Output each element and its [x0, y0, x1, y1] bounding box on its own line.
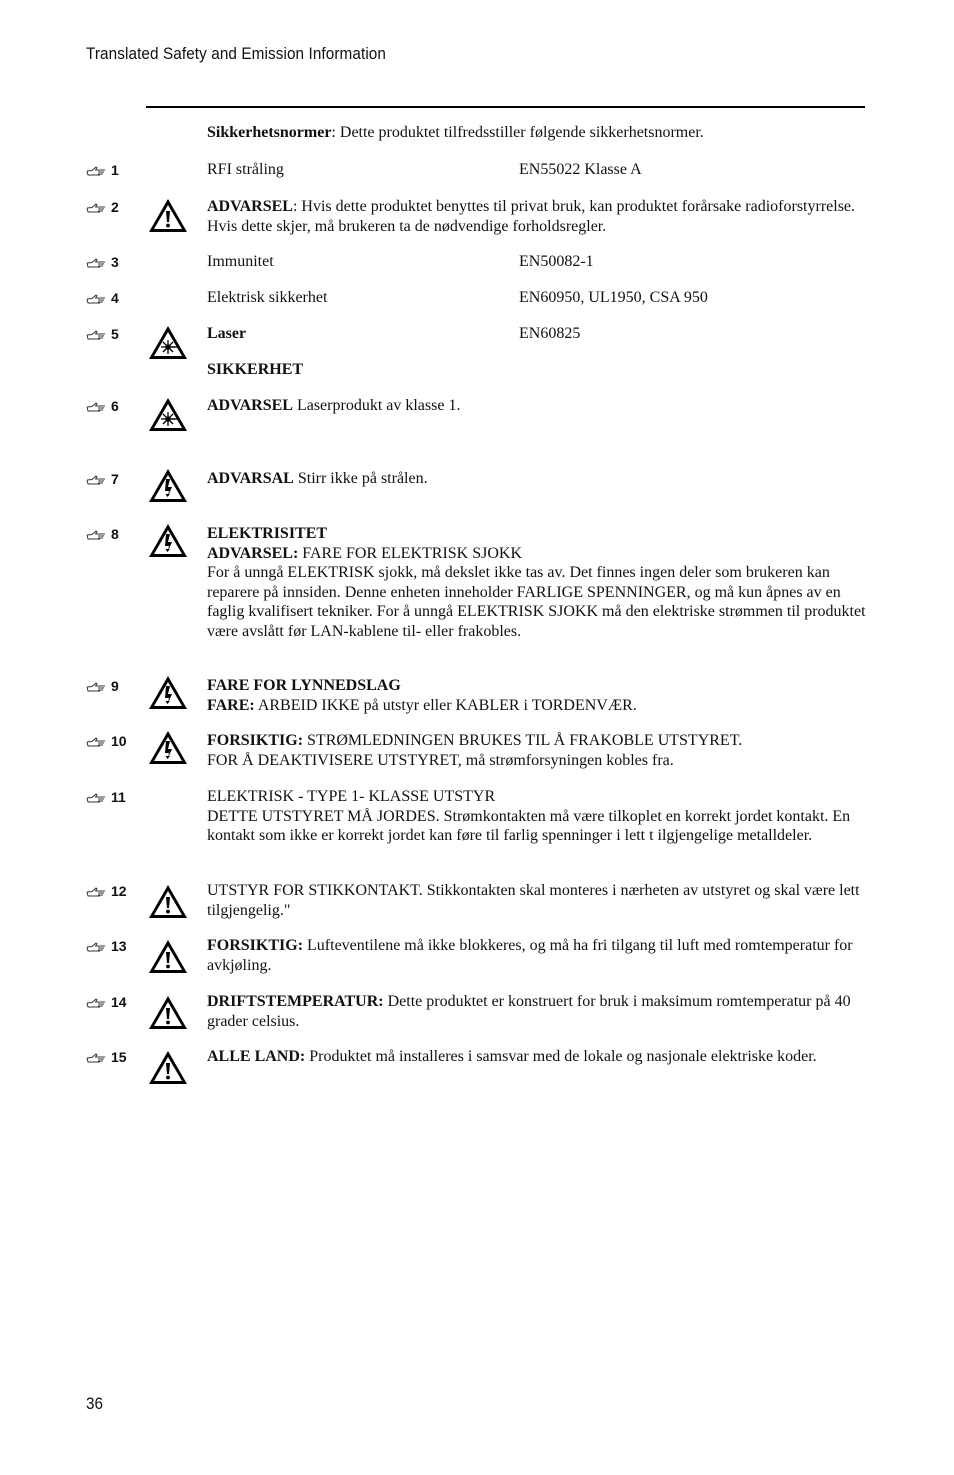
- pointing-hand-icon: [86, 791, 107, 803]
- item-number: 8: [86, 525, 119, 545]
- item-number: 11: [86, 788, 126, 808]
- item-value: EN50082-1: [519, 253, 594, 270]
- pointing-hand-icon: [86, 201, 107, 213]
- item-number: 14: [86, 993, 127, 1013]
- item-value: EN55022 Klasse A: [519, 161, 642, 178]
- item-text: ALLE LAND: Produktet må installeres i samsvar med de lokale og nasjonale elektriske koder.: [207, 1048, 817, 1065]
- item-text: ELEKTRISK - TYPE 1- KLASSE UTSTYR DETTE UTSTYRET MÅ JORDES. Strømkontakten må være tilkoplet en korrekt jordet kontakt. En kontakt som ikke er korrekt jordet kan føre til farlig spenninger i lett t ilgjengelige metalldeler.: [207, 788, 851, 844]
- item-label: RFI stråling: [207, 161, 284, 178]
- pointing-hand-icon: [86, 1051, 107, 1063]
- item-number: 10: [86, 732, 127, 752]
- warning-triangle-icon: [147, 883, 189, 921]
- running-header: Translated Safety and Emission Information: [86, 44, 387, 63]
- item-text: FORSIKTIG: STRØMLEDNINGEN BRUKES TIL Å FRAKOBLE UTSTYRET. FOR Å DEAKTIVISERE UTSTYRET, må strømforsyningen kobles fra.: [207, 732, 743, 769]
- item-text: ADVARSEL Laserprodukt av klasse 1.: [207, 397, 461, 414]
- pointing-hand-icon: [86, 328, 107, 340]
- pointing-hand-icon: [86, 164, 107, 176]
- item-text: FORSIKTIG: Lufteventilene må ikke blokkeres, og må ha fri tilgang til luft med romtemperatur for avkjøling.: [207, 937, 853, 974]
- intro-text: [207, 123, 867, 143]
- item-number: 6: [86, 397, 119, 417]
- intro-body: : Dette produktet tilfredsstiller følgende sikkerhetsnormer.: [331, 124, 704, 141]
- item-label: Elektrisk sikkerhet: [207, 289, 328, 306]
- item-value: EN60825: [519, 325, 581, 342]
- item-number: 2: [86, 198, 119, 218]
- warning-triangle-icon: [147, 197, 189, 235]
- pointing-hand-icon: [86, 256, 107, 268]
- header-rule: [146, 106, 865, 108]
- pointing-hand-icon: [86, 735, 107, 747]
- item-value: EN60950, UL1950, CSA 950: [519, 289, 708, 306]
- item-number: 15: [86, 1048, 127, 1068]
- laser-radiation-icon: [147, 396, 189, 434]
- pointing-hand-icon: [86, 940, 107, 952]
- electric-shock-icon: [147, 522, 189, 560]
- pointing-hand-icon: [86, 885, 107, 897]
- pointing-hand-icon: [86, 996, 107, 1008]
- intro-bold: Sikkerhetsnormer: [207, 124, 332, 141]
- item-number: 12: [86, 882, 127, 902]
- page-number: 36: [86, 1394, 104, 1413]
- laser-radiation-icon: [147, 324, 189, 362]
- item-text: ADVARSEL: Hvis dette produktet benyttes til privat bruk, kan produktet forårsake radioforstyrrelse. Hvis dette skjer, må brukeren ta de nødvendige forholdsregler.: [207, 198, 856, 235]
- item-number: 4: [86, 289, 119, 309]
- item-text: UTSTYR FOR STIKKONTAKT. Stikkontakten skal monteres i nærheten av utstyret og skal være lett tilgjengelig.": [207, 882, 860, 919]
- item-subheading: SIKKERHET: [207, 361, 304, 378]
- pointing-hand-icon: [86, 473, 107, 485]
- pointing-hand-icon: [86, 680, 107, 692]
- item-number: 1: [86, 161, 119, 181]
- warning-triangle-icon: [147, 938, 189, 976]
- item-number: 3: [86, 253, 119, 273]
- item-number: 13: [86, 937, 127, 957]
- item-text: FARE FOR LYNNEDSLAG FARE: ARBEID IKKE på utstyr eller KABLER i TORDENVÆR.: [207, 677, 637, 714]
- item-number: 5: [86, 325, 119, 345]
- warning-triangle-icon: [147, 994, 189, 1032]
- pointing-hand-icon: [86, 528, 107, 540]
- electric-shock-icon: [147, 729, 189, 767]
- item-label: Laser: [207, 325, 247, 342]
- item-number: 9: [86, 677, 119, 697]
- item-label: Immunitet: [207, 253, 274, 270]
- item-text: ELEKTRISITET ADVARSEL: FARE FOR ELEKTRISK SJOKK For å unngå ELEKTRISK sjokk, må dekslet ikke tas av. Det finnes ingen deler som brukeren kan reparere på innsiden. Denne enheten inneholder FARLIGE SPENNINGER, og må kun åpnes av en faglig kvalifisert tekniker. For å unngå ELEKTRISK SJOKK må den elektriske strømmen til produktet være avslått før LAN-kablene til- eller frakobles.: [207, 525, 866, 640]
- item-number: 7: [86, 470, 119, 490]
- electric-shock-icon: [147, 674, 189, 712]
- pointing-hand-icon: [86, 400, 107, 412]
- electric-shock-icon: [147, 467, 189, 505]
- warning-triangle-icon: [147, 1049, 189, 1087]
- pointing-hand-icon: [86, 292, 107, 304]
- item-text: ADVARSAL Stirr ikke på strålen.: [207, 470, 428, 487]
- item-text: DRIFTSTEMPERATUR: Dette produktet er konstruert for bruk i maksimum romtemperatur på 40 grader celsius.: [207, 993, 851, 1030]
